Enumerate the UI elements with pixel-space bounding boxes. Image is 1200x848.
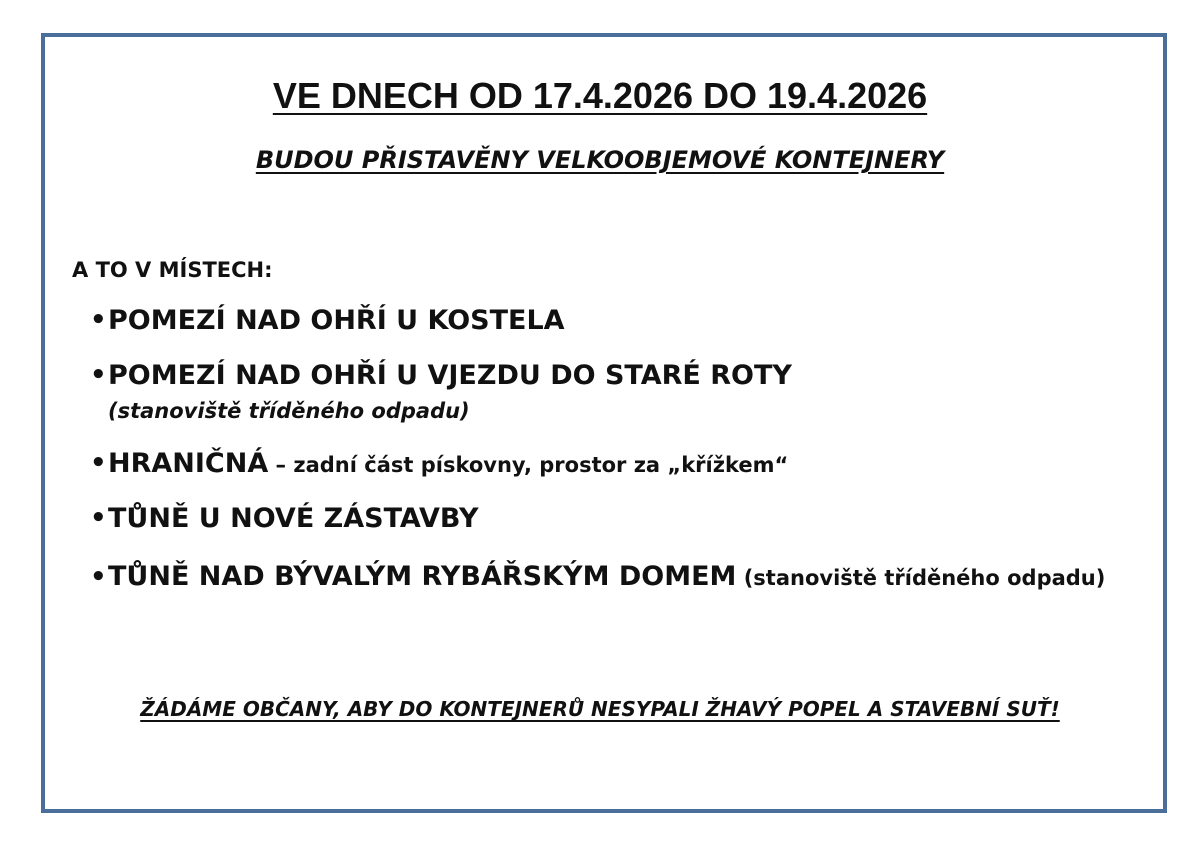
bullet-icon: • [90, 305, 107, 335]
location-name: HRANIČNÁ [108, 448, 269, 479]
notice-title: VE DNECH OD 17.4.2026 DO 19.4.2026 [272, 75, 928, 116]
location-note: (stanoviště tříděného odpadu) [108, 399, 470, 423]
location-name: POMEZÍ NAD OHŘÍ U KOSTELA [108, 305, 565, 336]
warning-text: ŽÁDÁME OBČANY, ABY DO KONTEJNERŮ NESYPALI ŽHAVÝ POPEL A STAVEBNÍ SUŤ! [140, 697, 1060, 721]
list-item [90, 556, 1118, 601]
location-detail: (stanoviště tříděného odpadu) [736, 566, 1106, 590]
locations-intro: A TO V MÍSTECH: [72, 258, 273, 282]
bullet-icon: • [90, 503, 107, 533]
list-item [90, 305, 565, 336]
location-name: TŮNĚ NAD BÝVALÝM RYBÁŘSKÝM DOMEM [108, 561, 737, 592]
bullet-icon: • [90, 360, 107, 390]
bullet-icon: • [90, 562, 107, 592]
list-item [90, 448, 788, 479]
bullet-icon: • [90, 448, 107, 478]
location-name: TŮNĚ U NOVÉ ZÁSTAVBY [108, 503, 479, 534]
list-item [90, 360, 792, 423]
location-name: POMEZÍ NAD OHŘÍ U VJEZDU DO STARÉ ROTY [108, 360, 792, 391]
notice-subtitle: BUDOU PŘISTAVĚNY VELKOOBJEMOVÉ KONTEJNERY [255, 146, 945, 174]
location-detail: – zadní část pískovny, prostor za „křížkem“ [268, 453, 789, 477]
list-item [90, 503, 479, 534]
